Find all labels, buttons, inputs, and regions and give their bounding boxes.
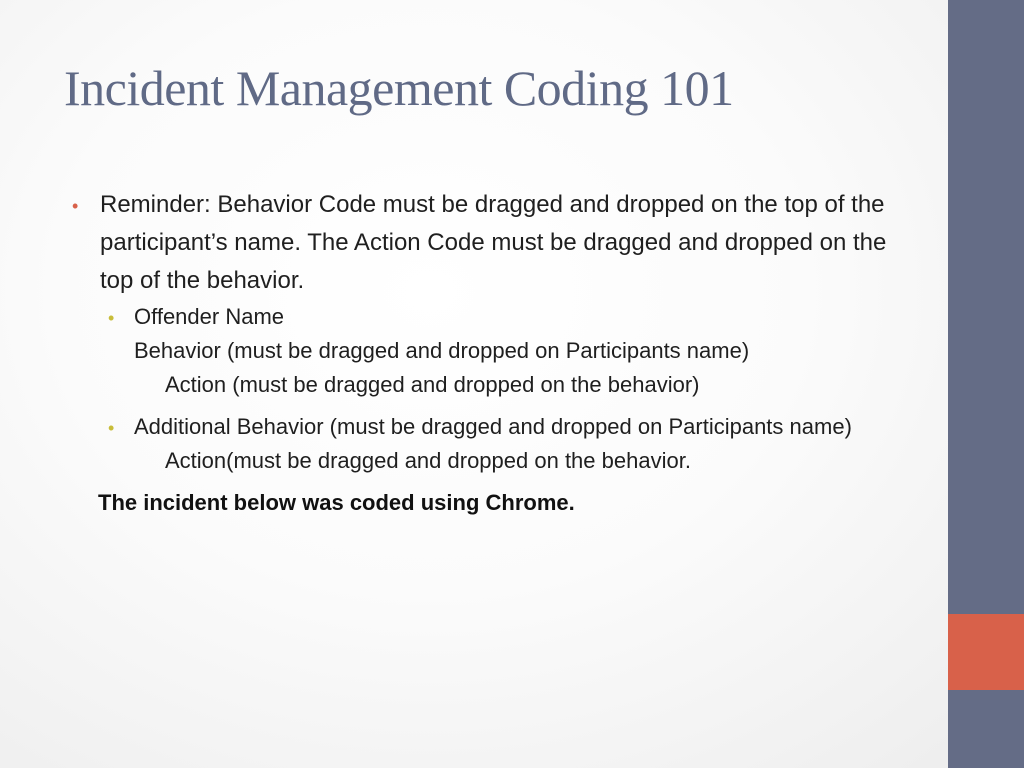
sub-bullet-item-offender xyxy=(108,300,900,402)
sidebar-accent-block xyxy=(948,614,1024,690)
sub-bullet-line: Additional Behavior (must be dragged and dropped on Participants name) xyxy=(134,414,852,439)
slide-title: Incident Management Coding 101 xyxy=(64,60,734,116)
sub-bullet-line: Behavior (must be dragged and dropped on Participants name) xyxy=(134,338,750,363)
chrome-note: The incident below was coded using Chrome. xyxy=(98,490,575,515)
sub-bullet-indented-line: Action(must be dragged and dropped on the behavior. xyxy=(165,448,691,473)
bullet-dot-icon: • xyxy=(72,196,79,216)
sub-bullet-dot-icon: • xyxy=(108,418,115,438)
sub-bullet-indented-line: Action (must be dragged and dropped on the behavior) xyxy=(165,372,700,397)
sub-bullet-dot-icon: • xyxy=(108,308,115,328)
sub-bullet-line: Offender Name xyxy=(134,304,285,329)
bullet-text: Reminder: Behavior Code must be dragged and dropped on the top of the participant’s name. The Action Code must be dragged and dropped on the top of the behavior. xyxy=(100,191,887,294)
sub-bullet-item-additional-behavior xyxy=(108,410,900,478)
bullet-item-reminder xyxy=(72,186,900,300)
slide-content xyxy=(72,186,900,520)
